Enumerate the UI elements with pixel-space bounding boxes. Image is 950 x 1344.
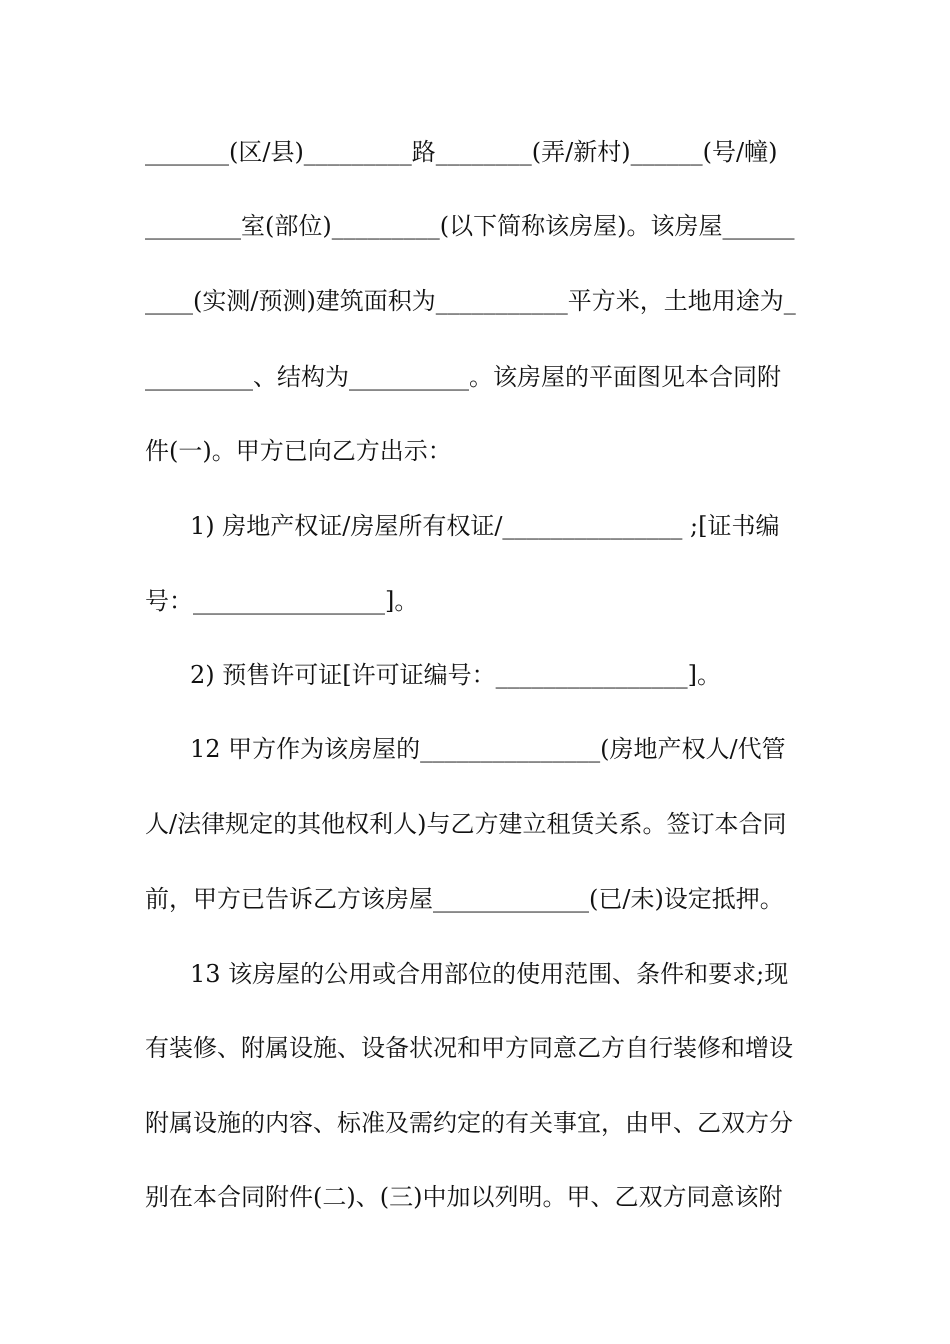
text-line: 1) 房地产权证/房屋所有权证/_______________ ;[证书编 [190, 512, 780, 540]
text-line: 有装修、附属设施、设备状况和甲方同意乙方自行装修和增设 [145, 1034, 793, 1062]
text-line: _______(区/县)_________路________(弄/新村)______(号/幢) [145, 138, 778, 166]
text-line: 2) 预售许可证[许可证编号：________________]。 [190, 661, 721, 689]
text-line: 人/法律规定的其他权利人)与乙方建立租赁关系。签订本合同 [145, 810, 787, 838]
text-line: 13 该房屋的公用或合用部位的使用范围、条件和要求;现 [190, 960, 789, 988]
text-line: 12 甲方作为该房屋的_______________(房地产权人/代管 [190, 735, 786, 763]
text-line: 前，甲方已告诉乙方该房屋_____________(已/未)设定抵押。 [145, 885, 784, 913]
text-line: _________、结构为__________。该房屋的平面图见本合同附 [145, 363, 781, 391]
text-line: 附属设施的内容、标准及需约定的有关事宜，由甲、乙双方分 [145, 1109, 793, 1137]
text-line: 件(一)。甲方已向乙方出示： [145, 437, 452, 465]
text-line: ____(实测/预测)建筑面积为___________平方米，土地用途为_ [145, 287, 796, 315]
text-line: 别在本合同附件(二)、(三)中加以列明。甲、乙双方同意该附 [145, 1183, 783, 1211]
text-line: ________室(部位)_________(以下简称该房屋)。该房屋______ [145, 212, 795, 240]
text-line: 号：________________]。 [145, 587, 419, 615]
